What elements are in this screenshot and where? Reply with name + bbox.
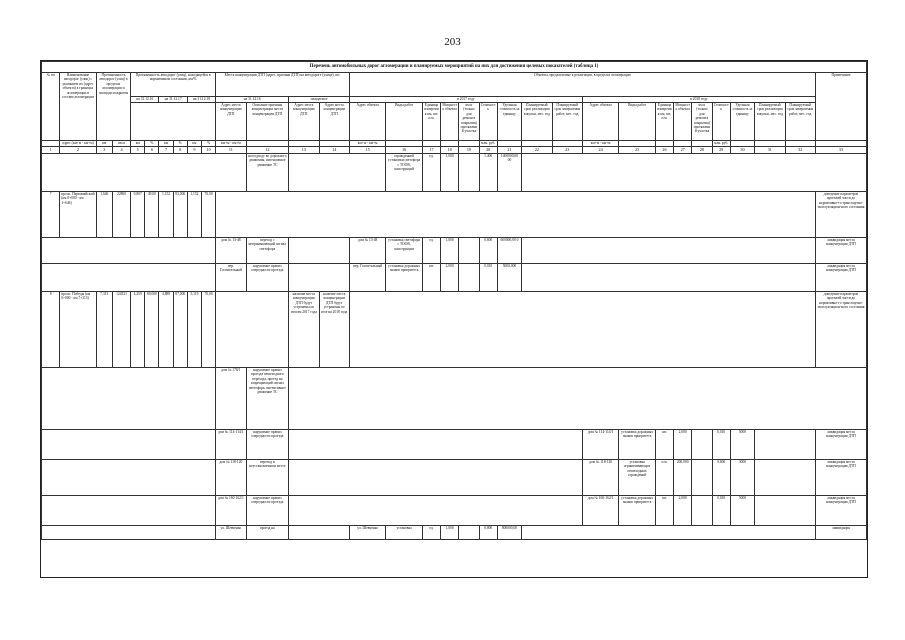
header-conc-date-16: на 31.12.16 [216,97,289,103]
road-name-cell: просп. Первомайский (км 0+000 - км 1+646) [60,192,96,238]
work-cell: огражденной установки светофора с ТОOВ, конструкций [386,154,422,192]
empty-cell [42,264,216,292]
unit-mln-18: млн. руб. [712,141,730,147]
row-number: 8 [42,292,60,368]
unit-addr: адрес (км+м - км+м) [60,141,96,147]
col-number: 14 [319,147,349,154]
empty-cell [289,238,350,264]
empty-cell [42,526,216,540]
unit-km: км [96,141,112,147]
unit-cell: п.м. [655,460,673,496]
conc-17-cell: наличие места концентрации ДТП будут устранены по итогам 2017 года [289,292,319,368]
col-number: 18 [441,147,459,154]
unit-cell: ед. [422,526,440,540]
empty-cell [42,430,216,460]
unit-cell: ед. [422,154,440,192]
power-cell: 2,000 [674,430,692,460]
col-number: 8 [173,147,187,154]
header-date-18: на 31.12.18 [187,97,215,103]
col-number: 2 [60,147,96,154]
header-spacer [131,103,216,141]
power-cell: 2,000 [674,496,692,526]
unit-cell: шт. [422,264,440,292]
empty-cell [216,292,289,368]
roads-table [41,61,867,540]
header-year-2018: в 2018 году [582,97,815,103]
col-number: 27 [674,147,692,154]
empty-cell [692,460,712,496]
empty-cell [289,368,867,430]
table-title: Перечень автомобильных дорог агломерации и планируемых мероприятий на них для достижения целевых показателей (таблица 1) [42,62,867,73]
col-number: 33 [815,147,866,154]
unit-pct-18: % [202,141,216,147]
conc-address-cell: дом № 114-114/1 [216,430,246,460]
km-16-cell: 4,259 [131,292,145,368]
empty-cell [42,368,216,430]
unitcost-cell: 5000 [730,430,754,460]
empty-cell [289,154,386,192]
empty-cell [755,460,816,496]
header-obj-power-18: Мощность объекта [674,103,692,141]
empty-cell [42,154,247,192]
unitcost-cell: 5000,000 [497,264,521,292]
work-cell: установка дорожных знаков приоритета [619,430,655,460]
header-date-17: на 31.12.17 [159,97,187,103]
header-road-length: Протяженность автодорог (улиц) в пределах агломерации и площади покрытия [96,73,130,141]
empty-cell [42,238,216,264]
empty-cell [755,496,816,526]
conc-desc-cell: нарушение правил очередности проезда [246,430,289,460]
unit-cell: шт. [655,496,673,526]
header-obj-plan2-18: Планируемый срок завершения работ, мес. год [785,103,815,141]
header-obj-unitcost-18: Удельная стоимость за единицу [730,103,754,141]
unit-addr-17: км+м - км+м [349,141,385,147]
empty-cell [289,264,350,292]
header-obj-power-17: Мощность объекта [441,103,459,141]
col-number: 23 [552,147,582,154]
empty-cell [42,460,216,496]
km-17-cell: 4,889 [159,292,173,368]
conc-desc-cell: нарушение правил проезда пешеходного перехода, проезд на запрещающий сигнал светофора, интенсивное движение ТС [246,368,289,430]
col-number: 29 [712,147,730,154]
empty-cell [459,154,479,192]
conc-desc-cell: переход с непримыкающий сигнал светофора [246,238,289,264]
work-cell: установка ограничивающих пешеходных ограждений [619,460,655,496]
col-number: 9 [187,147,201,154]
unitcost-cell: 600000,00 0 [497,238,521,264]
pct-18-cell: 70,00 [202,292,216,368]
row-number: 7 [42,192,60,238]
obj-address-cell: дом № 13-48 [349,238,385,264]
col-number: 4 [112,147,130,154]
col-number: 24 [582,147,618,154]
header-obj-km-18: км и (только для ремонта покрытия) протяжений участка [692,103,712,141]
note-cell: доведение параметров проезжей части до нормативно-го транспортно-эксплуатацион-ного состояния [815,292,866,368]
col-number: 31 [755,147,785,154]
conc-desc-cell: переход в неустановленном месте [246,460,289,496]
header-obj-work-18: Виды работ [619,103,655,141]
table-row [42,496,867,526]
table-row [42,460,867,496]
area-cell: 22800 [112,192,130,238]
note-cell: ликвидация места концентрации ДТП [815,238,866,264]
empty-cell [459,526,479,540]
header-obj-unitcost-17: Удельная стоимость за единицу [497,103,521,141]
note-cell: ликвидация [815,526,866,540]
header-obj-cost-17: Стоимость [479,103,497,141]
unit-kvm: кв.м [112,141,130,147]
empty-cell [522,264,816,292]
unitcost-cell: 5000 [730,496,754,526]
note-cell: ликвидация места концентрации ДТП [815,264,866,292]
length-cell: 1,646 [96,192,112,238]
col-number: 10 [202,147,216,154]
note-cell: ликвидация места концентрации ДТП [815,430,866,460]
conc-address-cell: ул. Шевченко [216,526,246,540]
obj-address-cell: дом № 114-114/1 [582,430,618,460]
work-cell: установка дорожных знаков приоритета [619,496,655,526]
obj-address-cell: ул. Шевченко [349,526,385,540]
col-number: 11 [216,147,246,154]
conc-desc-cell: проезд на [246,526,289,540]
unit-mln-17: млн. руб. [479,141,497,147]
col-number: 30 [730,147,754,154]
power-cell: 1,000 [441,154,459,192]
header-expected: ожидаемое [289,97,350,103]
unit-km-16: км [131,141,145,147]
pct-16-cell: 69,000 [145,292,159,368]
conc-desc-cell: нарушение правил очередности проезда [246,264,289,292]
header-obj-unit-17: Единица измерения км, шт, п.м. [422,103,440,141]
header-objects: Объекты, предлагаемые к реализации, в пределах агломерации [349,73,815,97]
cost-cell: 0,010 [479,264,497,292]
length-cell: 7,313 [96,292,112,368]
work-cell: установка [386,526,422,540]
cost-cell: 0,800 [479,526,497,540]
col-number: 26 [655,147,673,154]
pct-16-cell: 49,00 [145,192,159,238]
unitcost-cell: 3000 [730,460,754,496]
header-obj-address-17: Адрес объекта [349,103,385,141]
table-row [42,292,867,368]
col-number: 16 [386,147,422,154]
cost-cell: 0,010 [712,430,730,460]
power-cell: 200,000 [674,460,692,496]
header-conc-desc: Описание причины концентрации места концентрации ДТП [246,103,289,141]
table-container [40,60,868,578]
power-cell: 1,000 [441,238,459,264]
table-row [42,430,867,460]
empty-cell [692,496,712,526]
col-number: 12 [246,147,289,154]
table-row [42,526,867,540]
header-obj-work-17: Виды работ [386,103,422,141]
col-number: 6 [145,147,159,154]
pct-17-cell: 87,000 [173,292,187,368]
conc-address-cell: дом № 118-120 [216,460,246,496]
col-number: 22 [522,147,552,154]
road-name-cell: просп. Победы (км 0+000 - км 7+313) [60,292,96,368]
col-number: 7 [159,147,173,154]
cost-cell: 0,600 [712,460,730,496]
conc-address-cell: пер. Госпитальный [216,264,246,292]
header-concentration: Места концентрации ДТП (адрес, причина ДТП) на автодороге (улице), шт. [216,73,350,97]
header-conc-address: Адрес места концентрации ДТП [216,103,246,141]
cost-cell: 0,010 [712,496,730,526]
header-obj-plan-18: Планируемый срок реализации закупки, мес. год [755,103,785,141]
empty-cell [289,460,583,496]
unit-pct-17: % [173,141,187,147]
km-16-cell: 0,807 [131,192,145,238]
pct-17-cell: 83,000 [173,192,187,238]
table-row [42,192,867,238]
header-conc-addr18: Адрес места концентрации ДТП [319,103,349,141]
page-number: 203 [444,36,461,48]
power-cell: 2,000 [441,264,459,292]
note-cell: ликвидация места концентрации ДТП [815,496,866,526]
empty-cell [289,526,350,540]
header-obj-plan-17: Планируемый срок реализации закупки, мес. год [522,103,552,141]
unit-kmkm: км+м - км+м [216,141,246,147]
conc-address-cell: дом № 160-162/1 [216,496,246,526]
header-date-16: на 31.12.16 [131,97,159,103]
empty-cell [349,292,815,368]
unitcost-cell: 800000,00 [497,526,521,540]
header-obj-address-18: Адрес объекта [582,103,618,141]
unit-addr-18: км+м - км+м [582,141,618,147]
unit-cell: ед. [422,238,440,264]
header-obj-unit-18: Единица измерения км, шт, п.м. [655,103,673,141]
col-number: 19 [459,147,479,154]
conc-desc-cell: на подходу во дорожного движения, интенсивное движение ТС [246,154,289,192]
col-number: 21 [497,147,521,154]
unit-cell: шт. [655,430,673,460]
header-normative: Протяженность автодорог (улиц), находящейся в нормативном состоянии, км/% [131,73,216,97]
table-row [42,264,867,292]
note-cell: ликвидация места концентрации ДТП [815,460,866,496]
cost-cell: 1,400 [479,154,497,192]
empty-cell [289,496,583,526]
col-number: 20 [479,147,497,154]
header-road-name: Наименование автодорог (улиц) с указанием их (адрес объекта) в границах агломерации в составе агломерации [60,73,96,141]
empty-cell [459,238,479,264]
empty-cell [522,238,816,264]
note-cell: доведение параметров проезжей части до нормативно-го транспортно-эксплуатацион-ного состояния [815,192,866,238]
work-cell: установка дорожных знаков приоритета [386,264,422,292]
empty-cell [755,430,816,460]
unit-km-17: км [159,141,173,147]
km-17-cell: 1,152 [159,192,173,238]
conc-address-cell: дом № 13-48 [216,238,246,264]
obj-address-cell: дом № 118-120 [582,460,618,496]
header-no: № пп [42,73,60,141]
conc-desc-cell: нарушение правил очередности проезда [246,496,289,526]
empty-cell [216,192,816,238]
header-note: Примечание [815,73,866,141]
col-number: 25 [619,147,655,154]
km-18-cell: 1,152 [187,192,201,238]
table-row [42,238,867,264]
cost-cell: 0,600 [479,238,497,264]
empty-cell [692,430,712,460]
empty-cell [459,264,479,292]
obj-address-cell: дом № 160-162/1 [582,496,618,526]
col-number: 3 [96,147,112,154]
header-obj-cost-18: Стоимость [712,103,730,141]
conc-18-cell: наличие места концентрации ДТП будут устранены по итогам 2018 года [319,292,349,368]
col-number: 1 [42,147,60,154]
unit-km-18: км [187,141,201,147]
header-year-2017: в 2017 году [349,97,582,103]
header-obj-km-17: км и (только для ремонта покрытия) протяжений участка [459,103,479,141]
work-cell: установка светофора с ТОOВ, конструкции [386,238,422,264]
empty-cell [522,154,867,192]
col-number: 15 [349,147,385,154]
empty-cell [289,430,583,460]
conc-address-cell: дом № 178/1 [216,368,246,430]
column-numbers-row [42,147,867,154]
col-number: 28 [692,147,712,154]
power-cell: 1,000 [441,526,459,540]
table-row [42,368,867,430]
col-number: 32 [785,147,815,154]
header-conc-addr17: Адрес места концентрации ДТП [289,103,319,141]
unit-pct-16: % [145,141,159,147]
pct-18-cell: 70,00 [202,192,216,238]
empty-cell [42,496,216,526]
area-cell: 124521 [112,292,130,368]
col-number: 5 [131,147,145,154]
obj-address-cell: пер. Госпитальный [349,264,385,292]
table-row [42,154,867,192]
col-number: 13 [289,147,319,154]
km-18-cell: 5,119 [187,292,201,368]
unitcost-cell: 1400000,00 00 [497,154,521,192]
header-obj-plan2-17: Планируемый срок завершения работ, мес. год [552,103,582,141]
empty-cell [522,526,816,540]
col-number: 17 [422,147,440,154]
